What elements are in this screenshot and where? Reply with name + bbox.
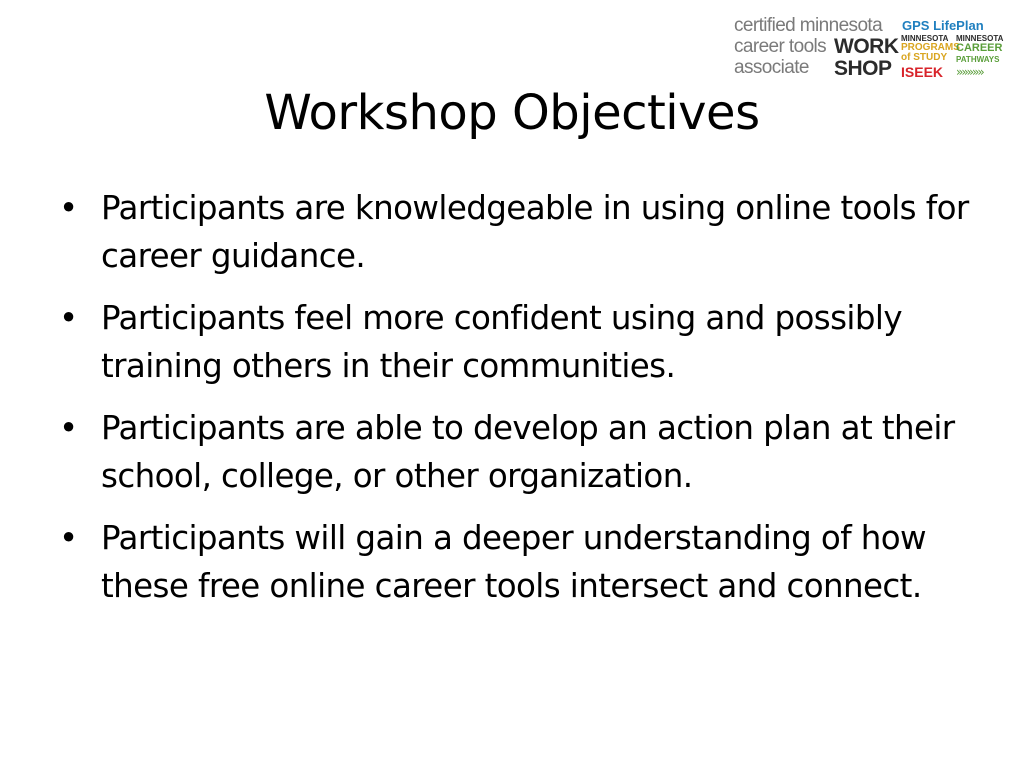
list-item [56,514,986,610]
logo-of-study: of STUDY [901,52,948,63]
bullet-icon: • [59,409,78,447]
objective-text: Participants feel more confident using and possibly training others in their communities. [101,299,902,385]
objective-text: Participants are able to develop an action plan at their school, college, or other organization. [101,409,955,495]
certified-workshop-logo [734,16,1012,82]
logo-line-associate: associate [734,57,809,78]
logo-line-career-tools: career tools [734,36,827,57]
bullet-icon: • [59,189,78,227]
list-item [56,294,986,390]
slide-title: Workshop Objectives [264,85,760,141]
logo-shop: SHOP [834,57,892,80]
list-item [56,184,986,280]
logo-iseek: ISEEK [901,64,944,80]
objective-text: Participants will gain a deeper understanding of how these free online career tools intersect and connect. [101,519,927,605]
logo-programs-word: PROGRAMS [901,42,960,53]
objectives-list [56,184,986,624]
logo-gps-lifeplan: GPS LifePlan [902,18,984,33]
logo-programs-of-study [901,43,960,63]
logo-chevrons-icon: »»»»» [956,65,983,79]
logo-pathways: PATHWAYS [956,55,1000,64]
objective-text: Participants are knowledgeable in using online tools for career guidance. [101,189,969,275]
logo-career-state: MINNESOTA [956,34,1004,43]
logo-work: WORK [834,35,899,58]
list-item [56,404,986,500]
bullet-icon: • [59,299,78,337]
logo-line-certified-minnesota: certified minnesota [734,15,883,36]
logo-career: CAREER [956,42,1003,54]
logo-programs-state: MINNESOTA [901,34,949,43]
logo-workshop-wordmark [834,36,899,80]
bullet-icon: • [59,519,78,557]
